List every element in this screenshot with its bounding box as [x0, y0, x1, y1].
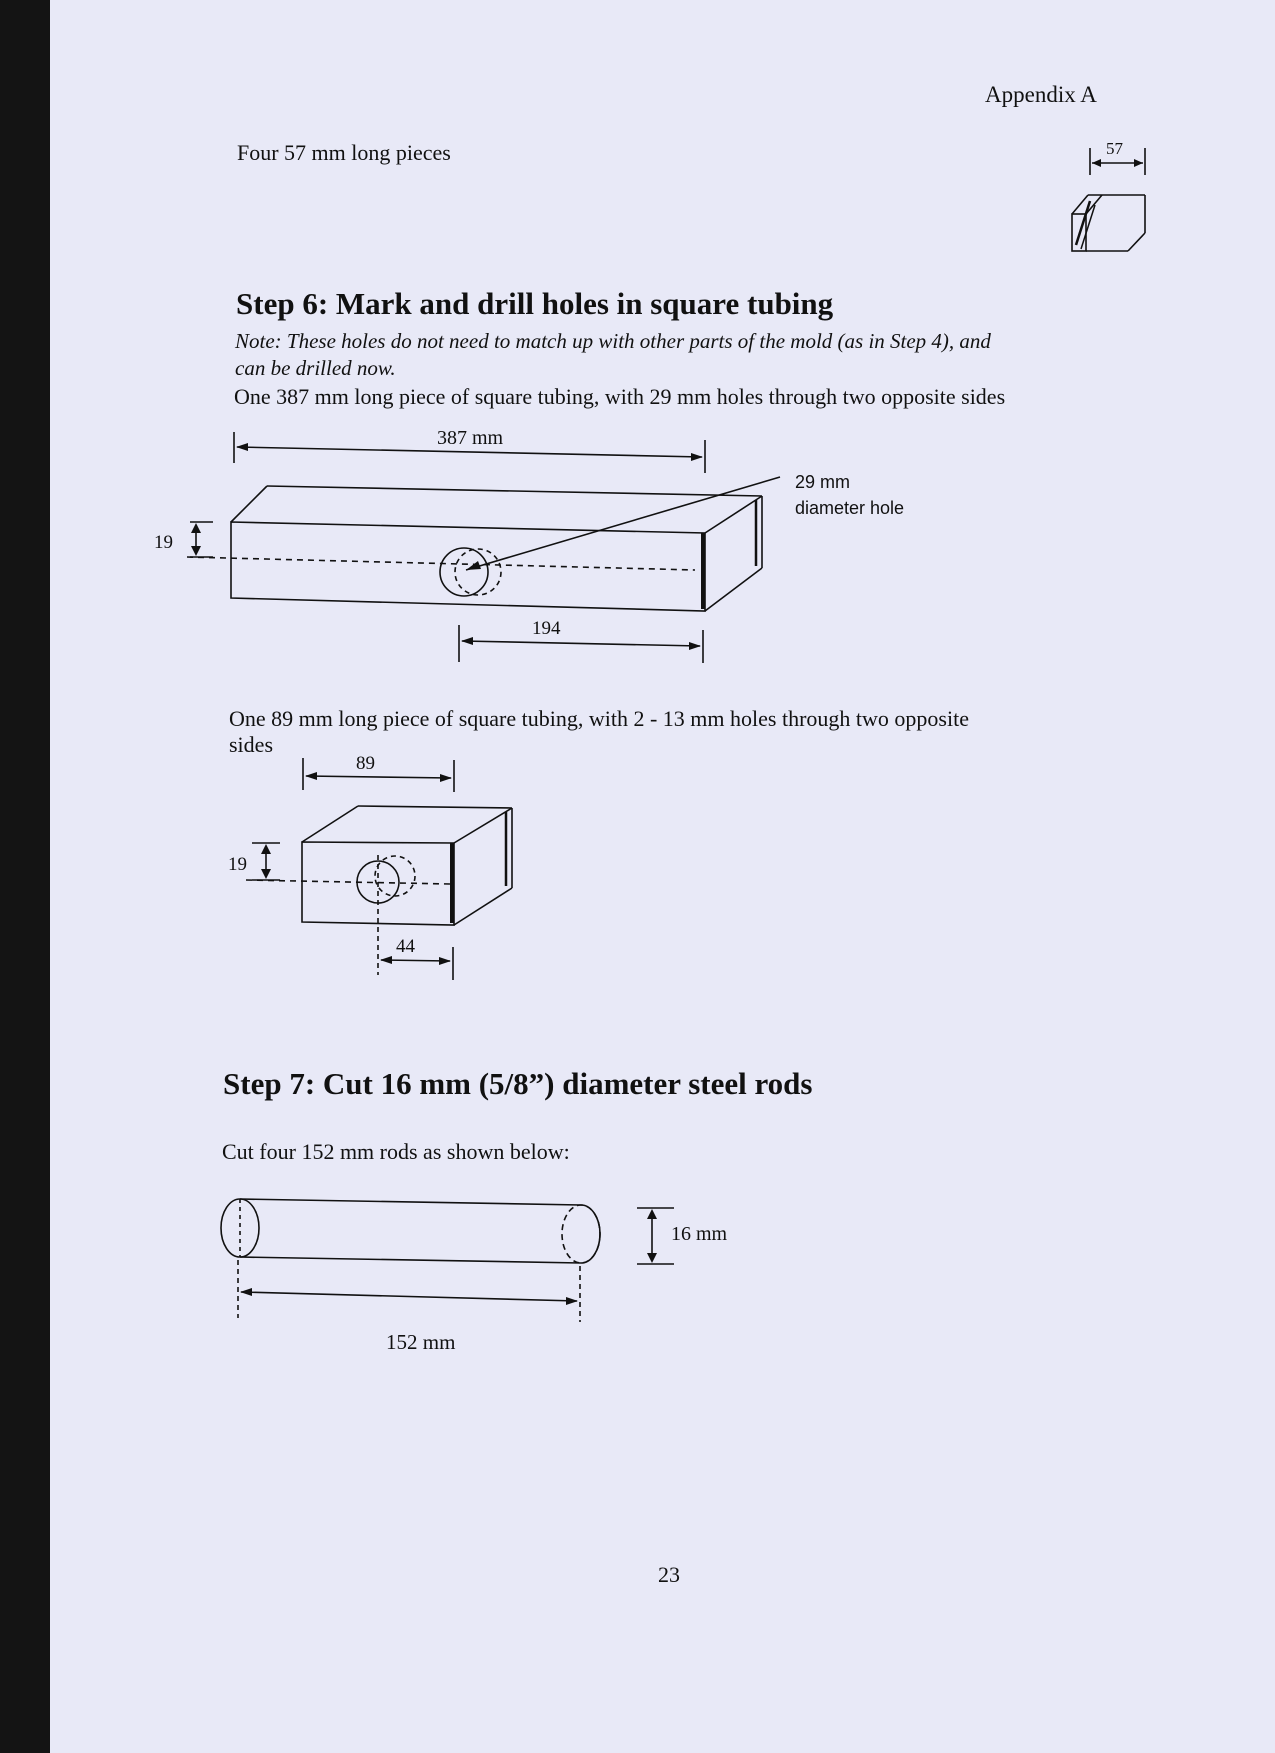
hole-label-line2: diameter hole	[795, 498, 905, 518]
step7-instruction: Cut four 152 mm rods as shown below:	[222, 1139, 570, 1164]
step6-heading: Step 6: Mark and drill holes in square tubing	[236, 286, 834, 321]
short-hole-offset-label: 44	[396, 936, 415, 957]
hole-offset-label: 194	[532, 618, 561, 639]
dim-57-label: 57	[1106, 139, 1123, 158]
short-tube-length-label: 89	[356, 753, 375, 774]
page-number: 23	[658, 1562, 680, 1587]
step7-heading: Step 7: Cut 16 mm (5/8”) diameter steel rods	[223, 1066, 813, 1101]
step6-note-line2: can be drilled now.	[235, 356, 396, 380]
tube-length-label: 387 mm	[437, 427, 504, 449]
appendix-label: Appendix A	[985, 82, 1097, 107]
short-piece-description-line2: sides	[229, 732, 273, 757]
rod-length-label: 152 mm	[386, 1330, 456, 1354]
hole-label-line1: 29 mm	[795, 472, 851, 492]
four-pieces-text: Four 57 mm long pieces	[237, 140, 451, 165]
short-tube-height-label: 19	[228, 854, 247, 875]
rod-diameter-label: 16 mm	[671, 1223, 728, 1245]
short-piece-description-line1: One 89 mm long piece of square tubing, with 2 - 13 mm holes through two opposite	[229, 706, 969, 731]
step6-note-line1: Note: These holes do not need to match up with other parts of the mold (as in Step 4), and	[235, 329, 991, 353]
long-piece-description: One 387 mm long piece of square tubing, with 29 mm holes through two opposite sides	[234, 384, 1006, 409]
tube-height-label: 19	[154, 532, 173, 553]
